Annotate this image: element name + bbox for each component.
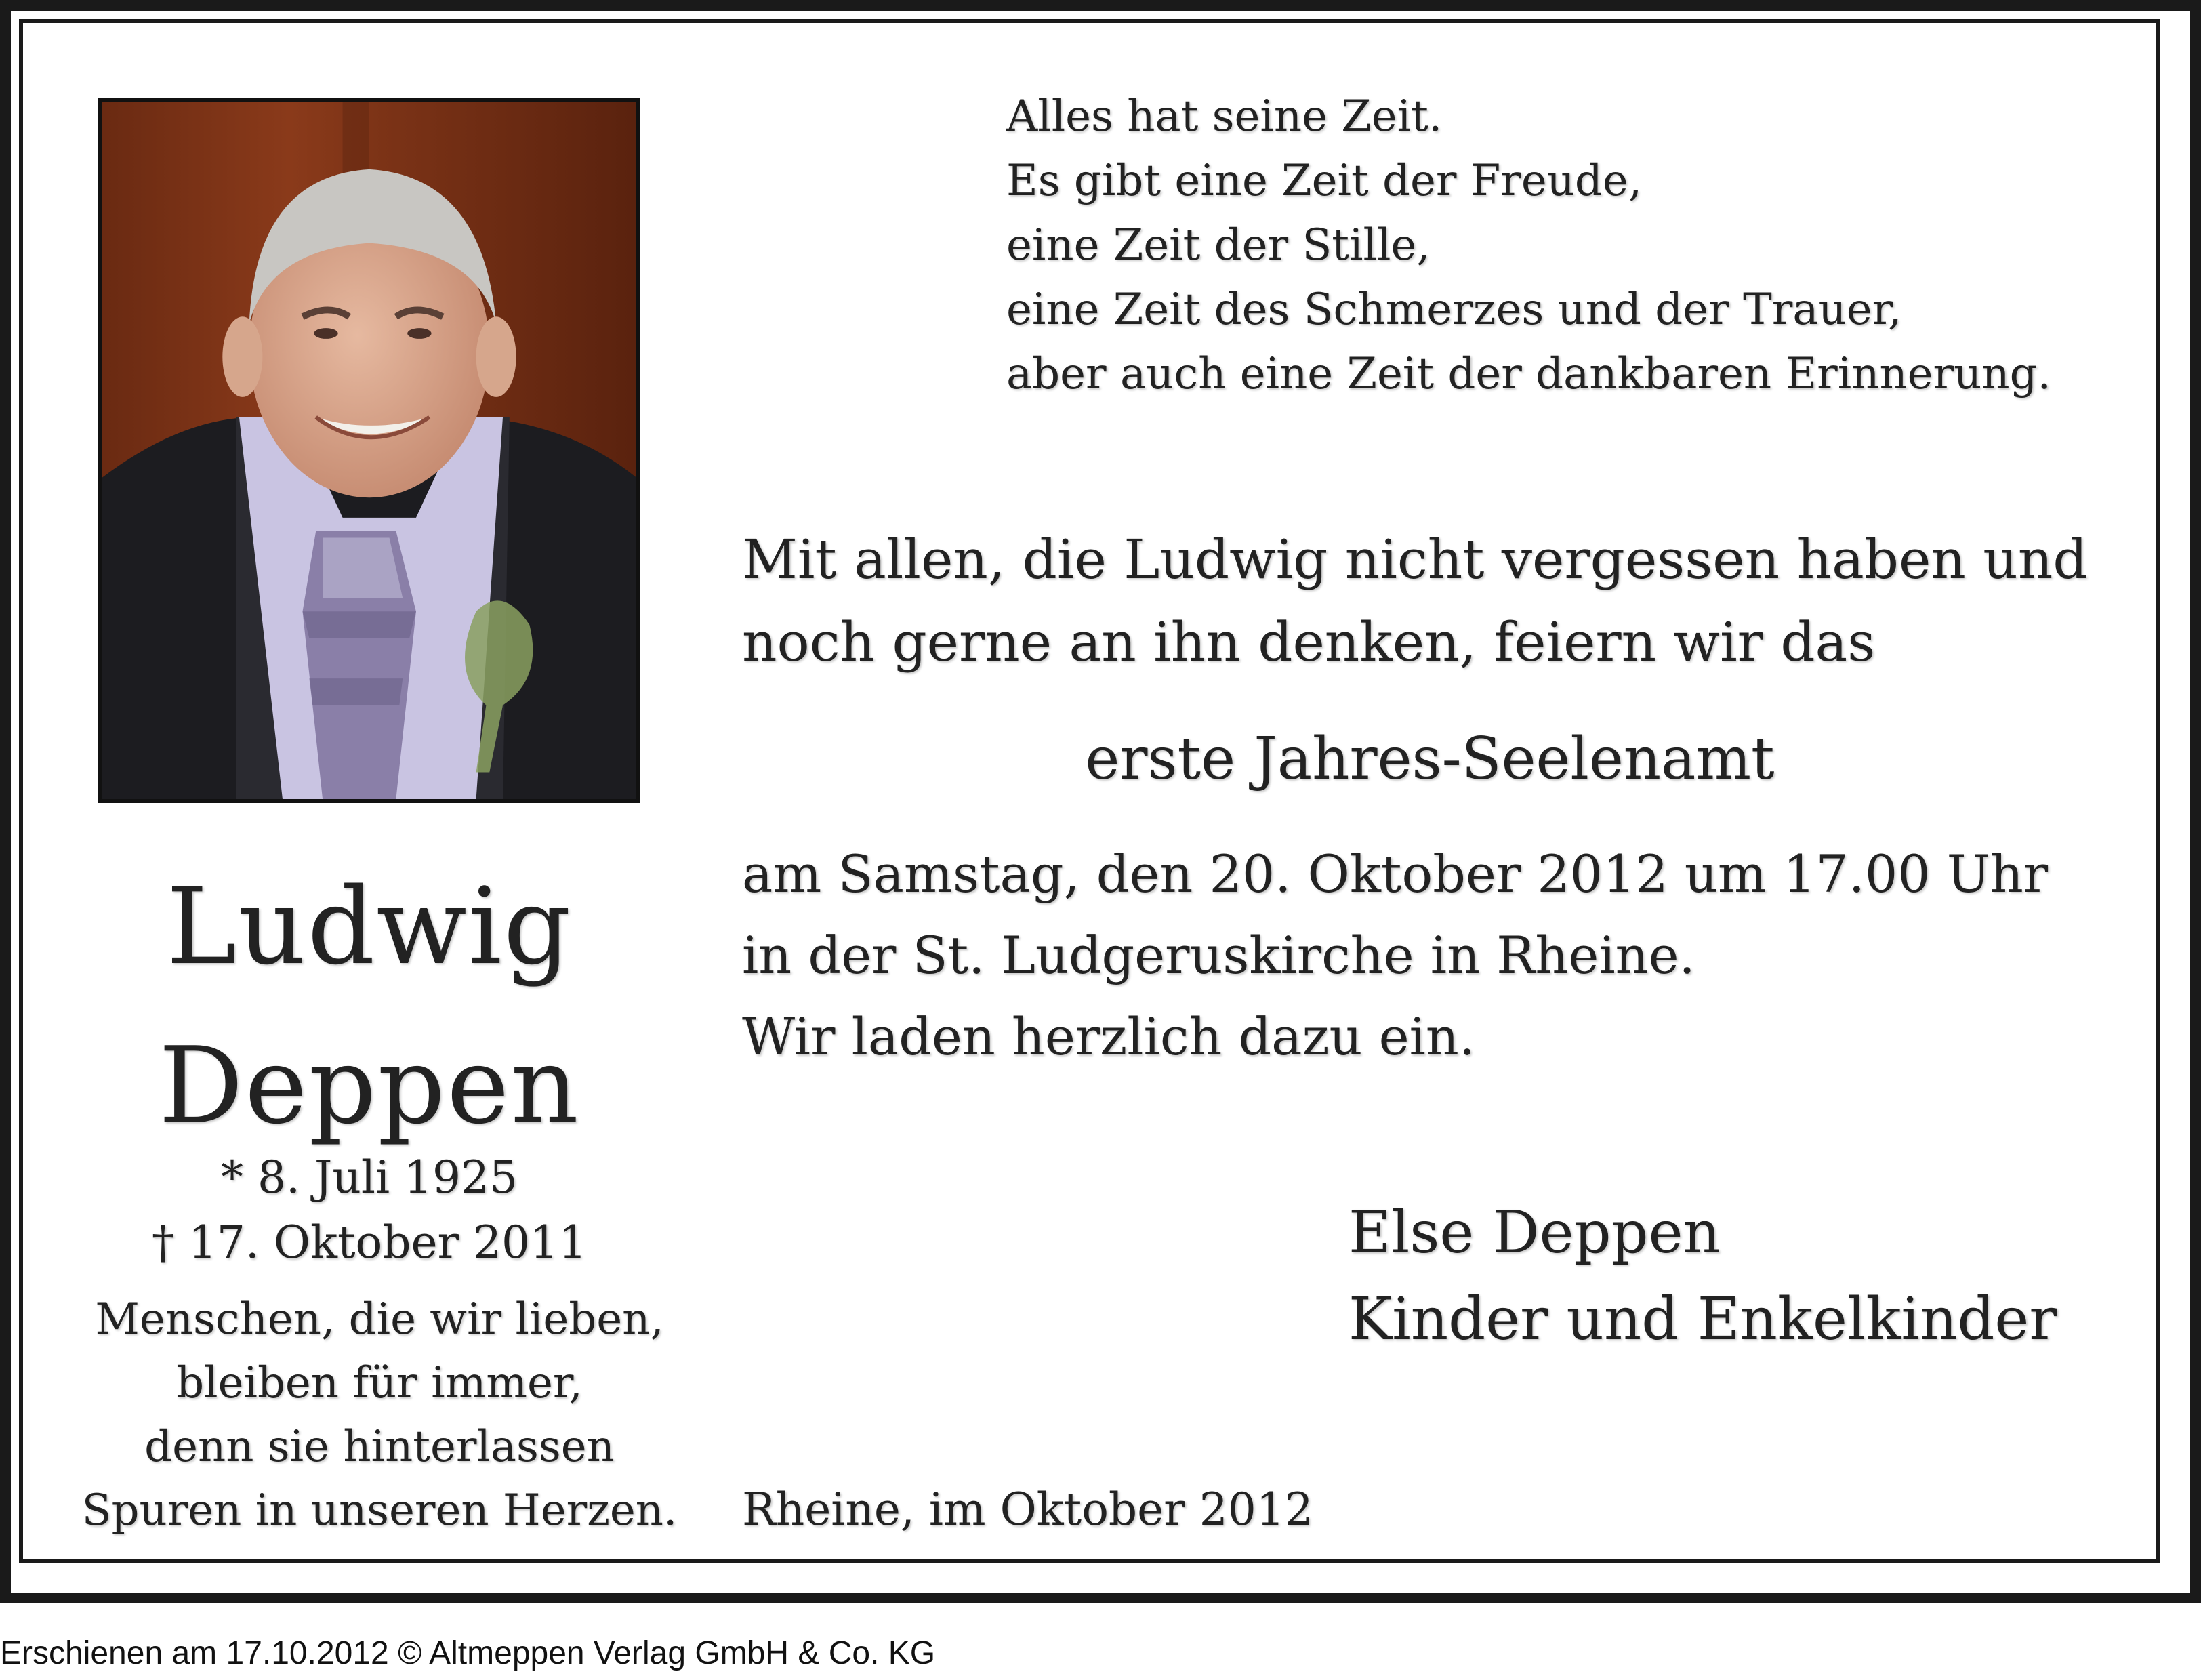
poem-line: Alles hat seine Zeit.	[1006, 91, 1443, 142]
poem-line: aber auch eine Zeit der dankbaren Erinnerung.	[1006, 349, 2051, 399]
quote-line: Menschen, die wir lieben,	[95, 1294, 664, 1345]
poem	[1006, 85, 2158, 407]
first-name: Ludwig	[166, 865, 573, 988]
details-line: am Samstag, den 20. Oktober 2012 um 17.00 Uhr	[742, 844, 2049, 904]
quote-line: denn sie hinterlassen	[144, 1422, 615, 1472]
memorial-quote	[41, 1288, 718, 1542]
deceased-name	[81, 847, 657, 1166]
quote-line: bleiben für immer,	[176, 1358, 583, 1408]
life-dates	[81, 1145, 657, 1275]
portrait-photo	[98, 98, 640, 803]
publication-footer: Erschienen am 17.10.2012 © Altmeppen Verlag GmbH & Co. KG	[0, 1635, 936, 1671]
intro-text	[742, 518, 2165, 684]
intro-line: Mit allen, die Ludwig nicht vergessen haben und	[742, 528, 2088, 591]
signature-line: Else Deppen	[1349, 1199, 1721, 1267]
quote-line: Spuren in unseren Herzen.	[81, 1486, 678, 1536]
portrait-illustration	[102, 102, 636, 799]
signatures	[1349, 1189, 2162, 1363]
place-date: Rheine, im Oktober 2012	[742, 1483, 1313, 1536]
last-name: Deppen	[159, 1024, 580, 1147]
signature-line: Kinder und Enkelkinder	[1349, 1286, 2057, 1353]
birth-date: * 8. Juli 1925	[220, 1151, 518, 1204]
details-line: in der St. Ludgeruskirche in Rheine.	[742, 925, 1695, 985]
poem-line: Es gibt eine Zeit der Freude,	[1006, 156, 1643, 206]
details-line: Wir laden herzlich dazu ein.	[742, 1006, 1475, 1067]
poem-line: eine Zeit der Stille,	[1006, 220, 1431, 270]
poem-line: eine Zeit des Schmerzes und der Trauer,	[1006, 285, 1902, 335]
event-title: erste Jahres-Seelenamt	[1085, 725, 1775, 793]
event-details	[742, 834, 2165, 1078]
death-date: † 17. Oktober 2011	[151, 1216, 588, 1269]
intro-line: noch gerne an ihn denken, feiern wir das	[742, 611, 1876, 674]
